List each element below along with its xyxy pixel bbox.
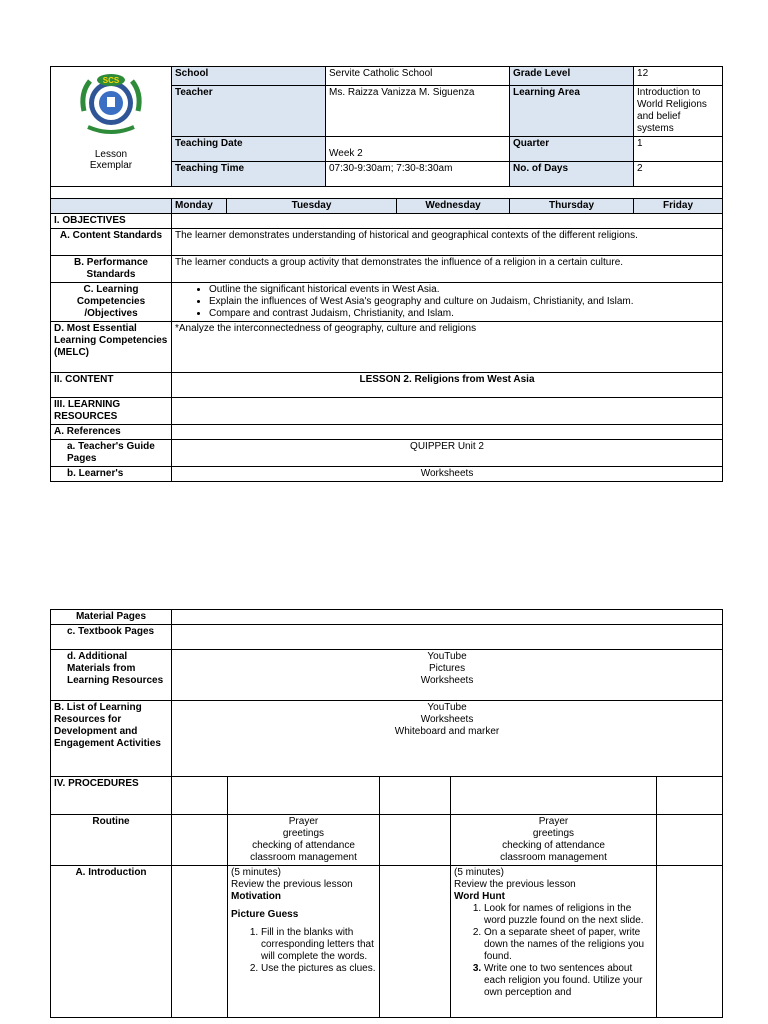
grade-value: 12 [634, 67, 723, 86]
melc-label: D. Most Essential Learning Competencies (MELC) [51, 322, 172, 373]
content-label: II. CONTENT [51, 373, 172, 398]
textbook-label: c. Textbook Pages [51, 625, 172, 650]
grade-label: Grade Level [510, 67, 634, 86]
competency-item: • Compare and contrast Judaism, Christianity, and Islam. [209, 308, 719, 320]
learners-material-label: b. Learner's [51, 467, 172, 482]
procedures-label: IV. PROCEDURES [51, 777, 172, 815]
learners-material-cont-label: Material Pages [51, 610, 172, 625]
days-label: No. of Days [510, 162, 634, 187]
performance-standards-label: B. Performance Standards [51, 256, 172, 283]
time-label: Teaching Time [172, 162, 326, 187]
teacher-value: Ms. Raizza Vanizza M. Siguenza [326, 86, 510, 137]
additional-materials-value: YouTube Pictures Worksheets [172, 650, 723, 701]
days-value: 2 [634, 162, 723, 187]
routine-label: Routine [51, 815, 172, 866]
day-header-blank [51, 199, 172, 214]
learners-material-value: Worksheets [172, 467, 723, 482]
teachers-guide-value: QUIPPER Unit 2 [172, 440, 723, 467]
activity-step: 1. Fill in the blanks with corresponding letters that will complete the words. [261, 927, 376, 963]
competencies-list [172, 283, 723, 322]
references-label: A. References [51, 425, 172, 440]
content-standards-value: The learner demonstrates understanding of historical and geographical contexts of the different religions. [172, 229, 723, 256]
lesson-header-table [50, 66, 723, 482]
area-value: Introduction to World Religions and belief systems [634, 86, 723, 137]
performance-standards-value: The learner conducts a group activity that demonstrates the influence of a religion in a certain culture. [172, 256, 723, 283]
date-value: Week 2 [326, 137, 510, 162]
introduction-tuesday: (5 minutes) Review the previous lesson Motivation Picture Guess 1. Fill in the blanks with corresponding letters that will complete the words. 2. Use the pictures as clues. [228, 866, 380, 1018]
activity-step: 1. Look for names of religions in the word puzzle found on the next slide. [484, 903, 653, 927]
teacher-label: Teacher [172, 86, 326, 137]
learning-resources-label: III. LEARNING RESOURCES [51, 398, 172, 425]
activity-step: 2. On a separate sheet of paper, write down the names of the religions you found. [484, 927, 653, 963]
day-thursday: Thursday [510, 199, 634, 214]
day-wednesday: Wednesday [397, 199, 510, 214]
logo-caption-line1: Lesson [94, 149, 128, 160]
school-label: School [172, 67, 326, 86]
quarter-value: 1 [634, 137, 723, 162]
day-monday: Monday [172, 199, 227, 214]
quarter-label: Quarter [510, 137, 634, 162]
date-label: Teaching Date [172, 137, 326, 162]
list-resources-value: YouTube Worksheets Whiteboard and marker [172, 701, 723, 777]
day-tuesday: Tuesday [227, 199, 397, 214]
school-value: Servite Catholic School [326, 67, 510, 86]
spacer-row [51, 187, 723, 199]
activity-step: 3. Write one to two sentences about each religion you found. Utilize your own perception and [484, 963, 653, 999]
word-hunt-title: Word Hunt [454, 891, 505, 902]
melc-value: *Analyze the interconnectedness of geography, culture and religions [172, 322, 723, 373]
content-standards-label: A. Content Standards [51, 229, 172, 256]
additional-materials-label: d. Additional Materials from Learning Resources [51, 650, 172, 701]
list-resources-label: B. List of Learning Resources for Development and Engagement Activities [51, 701, 172, 777]
picture-guess-title: Picture Guess [231, 909, 299, 920]
area-label: Learning Area [510, 86, 634, 137]
introduction-thursday: (5 minutes) Review the previous lesson Word Hunt 1. Look for names of religions in the word puzzle found on the next slide. 2. On a separate sheet of paper, write down the names of the religions you found. 3. Write one to two sentences about each religion you found. Utilize your own perception and [451, 866, 657, 1018]
svg-text:SCS: SCS [102, 76, 120, 85]
logo-caption-line2: Exemplar [89, 160, 133, 171]
teachers-guide-label: a. Teacher's Guide Pages [51, 440, 172, 467]
activity-step: 2. Use the pictures as clues. [261, 963, 376, 975]
day-friday: Friday [634, 199, 723, 214]
competency-item: • Explain the influences of West Asia's geography and culture on Judaism, Christianity, and Islam. [209, 296, 719, 308]
competency-item: • Outline the significant historical events in West Asia. [209, 284, 719, 296]
procedures-table [50, 609, 723, 1018]
competencies-label: C. Learning Competencies /Objectives [51, 283, 172, 322]
routine-thursday: Prayer greetings checking of attendance classroom management [451, 815, 657, 866]
content-value: LESSON 2. Religions from West Asia [172, 373, 723, 398]
school-logo-cell [51, 67, 172, 187]
routine-tuesday: Prayer greetings checking of attendance classroom management [228, 815, 380, 866]
time-value: 07:30-9:30am; 7:30-8:30am [326, 162, 510, 187]
school-logo-icon [76, 71, 146, 137]
introduction-label: A. Introduction [51, 866, 172, 1018]
objectives-label: I. OBJECTIVES [51, 214, 172, 229]
